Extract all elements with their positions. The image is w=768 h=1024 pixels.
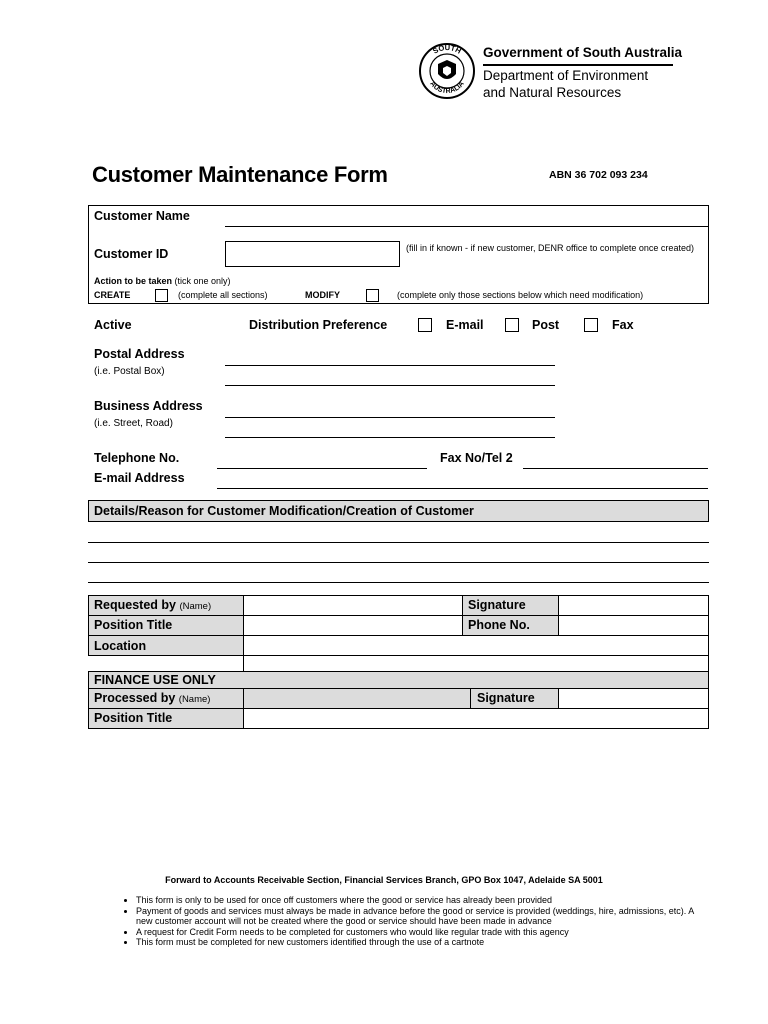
finance-position-field[interactable] (243, 708, 709, 729)
action-label: Action to be taken (94, 276, 173, 286)
location-field[interactable] (243, 635, 709, 656)
abn-number: ABN 36 702 093 234 (549, 169, 648, 181)
details-line-1[interactable] (88, 542, 709, 543)
customer-id-label: Customer ID (94, 247, 169, 261)
request-position-field[interactable] (243, 615, 463, 636)
notes-list (118, 895, 696, 948)
fax-tel2-field[interactable] (523, 468, 708, 469)
forward-instructions: Forward to Accounts Receivable Section, Financial Services Branch, GPO Box 1047, Adelaide SA 5001 (165, 875, 603, 885)
finance-signature-label: Signature (477, 691, 535, 705)
details-line-3[interactable] (88, 582, 709, 583)
government-name: Government of South Australia (483, 45, 683, 60)
customer-id-field[interactable] (225, 241, 400, 267)
processed-by-name-hint: (Name) (178, 694, 211, 705)
department-line-2: and Natural Resources (483, 85, 622, 100)
fax-tel2-label: Fax No/Tel 2 (440, 451, 513, 465)
note-item: • A request for Credit Form needs to be completed for customers who would like regular trade with this agency (136, 927, 696, 938)
postal-address-field-1[interactable] (225, 365, 555, 366)
email-address-field[interactable] (217, 488, 708, 489)
svg-text:SOUTH: SOUTH (431, 42, 463, 56)
action-label-row (94, 276, 231, 286)
customer-id-note: (fill in if known - if new customer, DENR office to complete once created) (406, 243, 694, 253)
customer-name-field[interactable] (225, 226, 708, 227)
location-field-extra[interactable] (243, 655, 709, 672)
postal-address-field-2[interactable] (225, 385, 555, 386)
post-option-label: Post (532, 318, 560, 332)
requested-by-name-hint: (Name) (179, 601, 212, 612)
svg-text:AUSTRALIA: AUSTRALIA (428, 80, 466, 96)
create-label: CREATE (94, 290, 131, 300)
requested-by-field[interactable] (243, 595, 463, 616)
processed-by-field[interactable] (243, 688, 471, 709)
phone-no-label: Phone No. (468, 618, 530, 632)
finance-heading: FINANCE USE ONLY (94, 673, 216, 687)
distribution-preference-label: Distribution Preference (249, 318, 388, 332)
location-label: Location (94, 639, 147, 653)
email-checkbox[interactable] (418, 318, 432, 332)
telephone-field[interactable] (217, 468, 427, 469)
business-address-hint: (i.e. Street, Road) (94, 418, 173, 429)
note-item: • Payment of goods and services must always be made in advance before the good or service is provided (weddings, hire, admissions, etc). A new customer account will not be created where the good or service should have been made in advance (136, 906, 696, 927)
active-label: Active (94, 318, 132, 332)
business-address-field-1[interactable] (225, 417, 555, 418)
note-item: • This form is only to be used for once off customers where the good or service has already been provided (136, 895, 696, 906)
header-rule (483, 64, 673, 66)
finance-position-title-label: Position Title (94, 711, 173, 725)
requested-by-text: Requested by (94, 598, 176, 612)
request-signature-field[interactable] (558, 595, 709, 616)
note-item: • This form must be completed for new customers identified through the use of a cartnote (136, 937, 696, 948)
government-crest-logo (418, 42, 476, 100)
create-note: (complete all sections) (178, 290, 268, 300)
business-address-field-2[interactable] (225, 437, 555, 438)
finance-signature-field[interactable] (558, 688, 709, 709)
phone-no-field[interactable] (558, 615, 709, 636)
postal-address-hint: (i.e. Postal Box) (94, 366, 165, 377)
modify-note: (complete only those sections below which need modification) (397, 290, 644, 300)
modify-checkbox[interactable] (366, 289, 379, 302)
request-signature-label: Signature (468, 598, 526, 612)
postal-address-label: Postal Address (94, 347, 185, 361)
modify-label: MODIFY (305, 290, 340, 300)
action-hint: (tick one only) (174, 276, 231, 286)
email-option-label: E-mail (446, 318, 484, 332)
page-title: Customer Maintenance Form (92, 162, 388, 187)
details-heading: Details/Reason for Customer Modification/Creation of Customer (94, 504, 474, 518)
business-address-label: Business Address (94, 399, 203, 413)
request-position-title-label: Position Title (94, 618, 173, 632)
customer-name-label: Customer Name (94, 209, 190, 223)
processed-by-text: Processed by (94, 691, 176, 705)
create-checkbox[interactable] (155, 289, 168, 302)
requested-by-label (94, 598, 211, 612)
email-address-label: E-mail Address (94, 471, 185, 485)
fax-option-label: Fax (612, 318, 634, 332)
post-checkbox[interactable] (505, 318, 519, 332)
telephone-label: Telephone No. (94, 451, 180, 465)
processed-by-label (94, 691, 210, 705)
fax-checkbox[interactable] (584, 318, 598, 332)
department-line-1: Department of Environment (483, 68, 649, 83)
details-line-2[interactable] (88, 562, 709, 563)
